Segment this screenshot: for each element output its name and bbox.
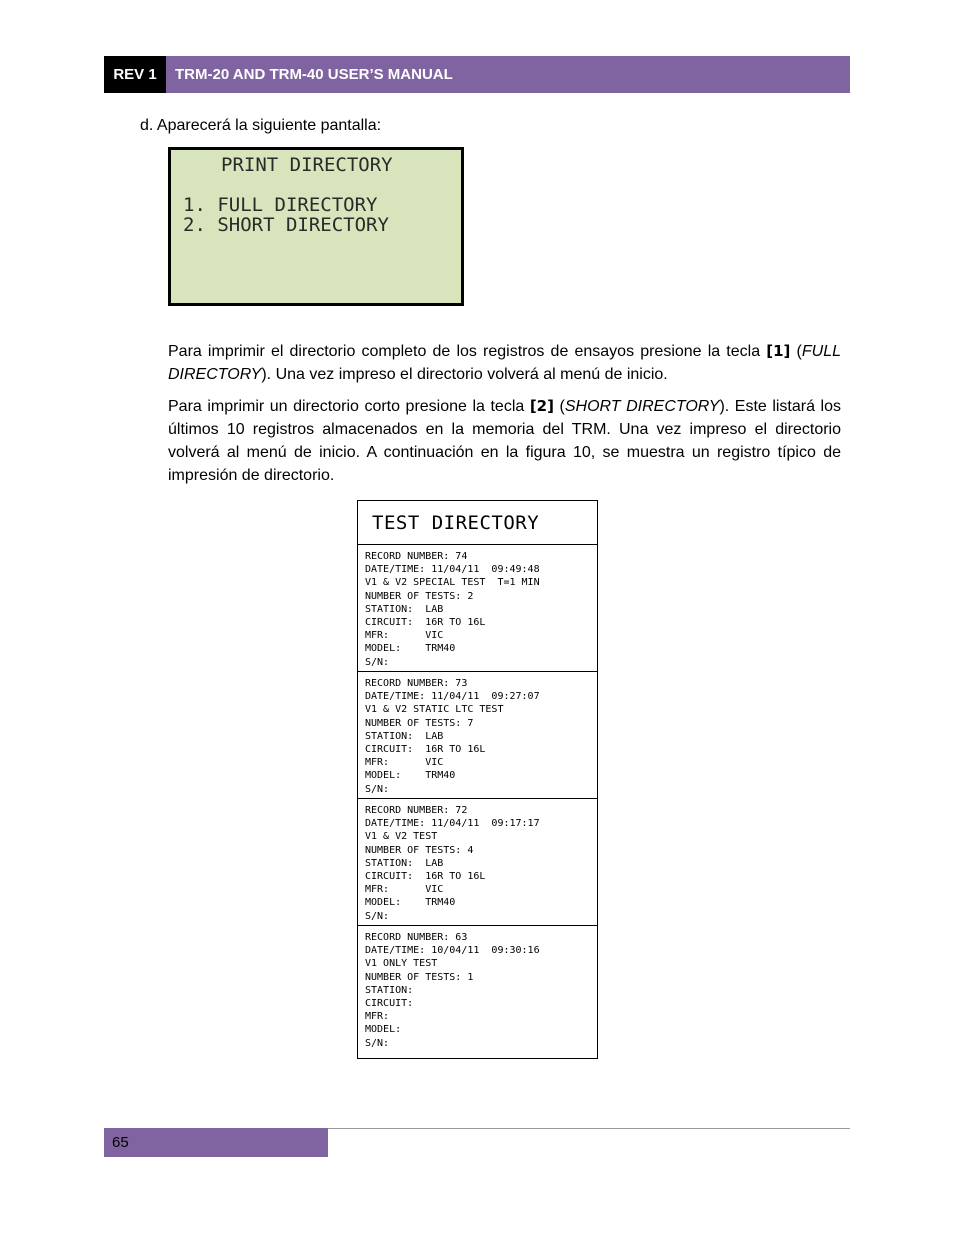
record-line: CIRCUIT: 16R TO 16L [365,871,486,883]
page-header [104,56,850,93]
record-line: NUMBER OF TESTS: 2 [365,590,474,602]
paragraph-full-directory: Para imprimir el directorio completo de los registros de ensayos presione la tecla [1] (FULL DIRECTORY). Una vez impreso el directorio volverá al menú de inicio. [168,342,841,383]
record-line: STATION: LAB [365,603,444,615]
record-line: S/N: [365,1037,390,1049]
lcd-option-short: 2. SHORT DIRECTORY [183,214,389,236]
record-line: V1 & V2 SPECIAL TEST T=1 MIN [365,577,540,589]
record-line: S/N: [365,656,390,668]
record-line: CIRCUIT: 16R TO 16L [365,744,486,756]
record-line: STATION: LAB [365,857,444,869]
record-line: MFR: VIC [365,630,444,642]
paragraph-short-directory: Para imprimir un directorio corto presione la tecla [2] (SHORT DIRECTORY). Este listará los últimos 10 registros almacenados en la memoria del TRM. Una vez impreso el directorio volverá al menú de inicio. A continuación en la figura 10, se muestra un registro típico de impresión de directorio. [168,397,842,484]
record-line: MODEL: TRM40 [365,897,456,909]
record-line: NUMBER OF TESTS: 1 [365,971,474,983]
record-line: MODEL: TRM40 [365,770,456,782]
record-line: RECORD NUMBER: 74 [365,551,468,562]
record-line: DATE/TIME: 10/04/11 09:30:16 [365,945,540,957]
printout-record [358,545,597,672]
record-line: MODEL: TRM40 [365,643,456,655]
printout-record [358,672,597,799]
footer-rule [328,1128,850,1129]
record-line: CIRCUIT: 16R TO 16L [365,617,486,629]
step-d-text: d. Aparecerá la siguiente pantalla: [140,117,382,134]
record-line: DATE/TIME: 11/04/11 09:27:07 [365,691,540,703]
record-line: V1 & V2 STATIC LTC TEST [365,704,504,716]
printout-record [358,926,597,1053]
lcd-title: PRINT DIRECTORY [221,154,393,176]
record-line: CIRCUIT: [365,998,414,1010]
record-line: V1 & V2 TEST [365,831,438,843]
key-2: [2] [529,397,554,415]
record-line: NUMBER OF TESTS: 4 [365,844,474,856]
record-line: RECORD NUMBER: 63 [365,932,468,943]
record-line: S/N: [365,783,390,795]
record-line: STATION: [365,984,414,996]
directory-printout [357,500,598,1059]
key-1: [1] [766,342,791,360]
lcd-option-full: 1. FULL DIRECTORY [183,194,378,216]
manual-title: TRM-20 AND TRM-40 USER’S MANUAL [166,56,850,93]
printout-title: TEST DIRECTORY [358,501,597,545]
record-line: RECORD NUMBER: 72 [365,805,468,816]
record-line: STATION: LAB [365,730,444,742]
record-line: S/N: [365,910,390,922]
revision-label: REV 1 [104,56,166,93]
record-line: MFR: [365,1011,390,1023]
record-line: NUMBER OF TESTS: 7 [365,717,474,729]
record-line: MFR: VIC [365,757,444,769]
record-line: MFR: VIC [365,884,444,896]
lcd-screen [168,147,464,306]
page-number: 65 [104,1128,328,1157]
record-line: DATE/TIME: 11/04/11 09:17:17 [365,818,540,830]
printout-record [358,799,597,926]
record-line: DATE/TIME: 11/04/11 09:49:48 [365,564,540,576]
record-line: V1 ONLY TEST [365,958,438,970]
record-line: RECORD NUMBER: 73 [365,678,468,689]
record-line: MODEL: [365,1024,402,1036]
